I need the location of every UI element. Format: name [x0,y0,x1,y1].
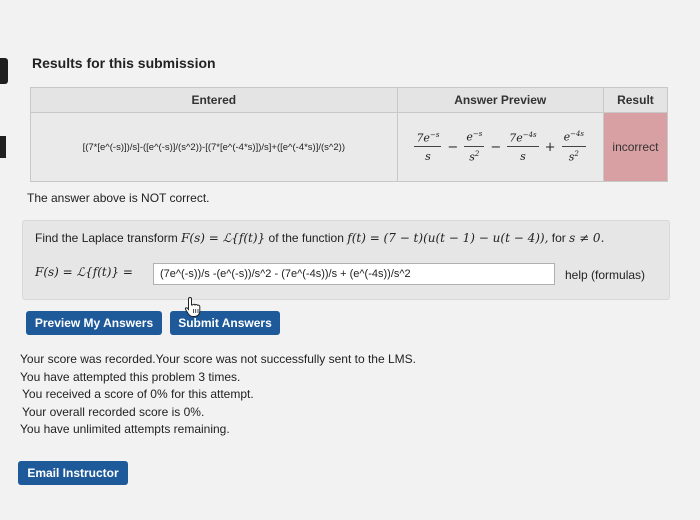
preview-term: $\frac{e^{-4s}}{s^2}$ [563,130,584,164]
table-row [31,113,668,182]
preview-operator: − [447,139,459,155]
left-edge-marker [0,136,6,158]
table-header-row [31,88,668,113]
header-answer-preview: Answer Preview [397,88,603,113]
answer-preview-math [398,130,603,163]
left-edge-marker [0,58,8,84]
score-messages [20,351,416,439]
page-title: Results for this submission [32,55,216,71]
preview-term: $\frac{7e^{-s}}{s}$ [416,130,440,164]
answer-preview-cell [397,113,603,182]
header-entered: Entered [31,88,398,113]
score-message: You have unlimited attempts remaining. [20,422,230,436]
problem-statement: Find the Laplace transform F(s) = ℒ{f(t)} of the function f(t) = (7 − t)(u(t − 1) − u(t − 4)), for s ≠ 0. [35,231,605,245]
preview-term: $\frac{7e^{-4s}}{s}$ [509,130,537,164]
header-result: Result [603,88,667,113]
score-message: You received a score of 0% for this attempt. [22,387,254,401]
score-message: Your score was recorded.Your score was not successfully sent to the LMS. [20,352,416,366]
preview-answers-button[interactable]: Preview My Answers [26,311,162,335]
answer-input[interactable] [153,263,555,285]
preview-operator: + [544,139,556,155]
problem-box [22,220,670,300]
email-instructor-button[interactable]: Email Instructor [18,461,128,485]
score-message: You have attempted this problem 3 times. [20,369,241,384]
hand-pointer-icon [183,296,203,318]
score-message: Your overall recorded score is 0%. [22,404,205,419]
help-formulas-link[interactable]: help (formulas) [565,268,646,282]
preview-term: $\frac{e^{-s}}{s^2}$ [466,130,483,164]
submit-answers-button[interactable]: Submit Answers [170,311,280,335]
entered-cell: [(7*[e^(-s)])/s]-([e^(-s)]/(s^2))-[(7*[e^(-4*s)])/s]+([e^(-4*s)]/(s^2)) [31,113,398,182]
preview-operator: − [490,139,502,155]
status-message: The answer above is NOT correct. [27,191,210,205]
results-table [30,87,668,182]
result-cell: incorrect [603,113,667,182]
answer-label: F(s) = ℒ{f(t)} = [35,265,133,279]
